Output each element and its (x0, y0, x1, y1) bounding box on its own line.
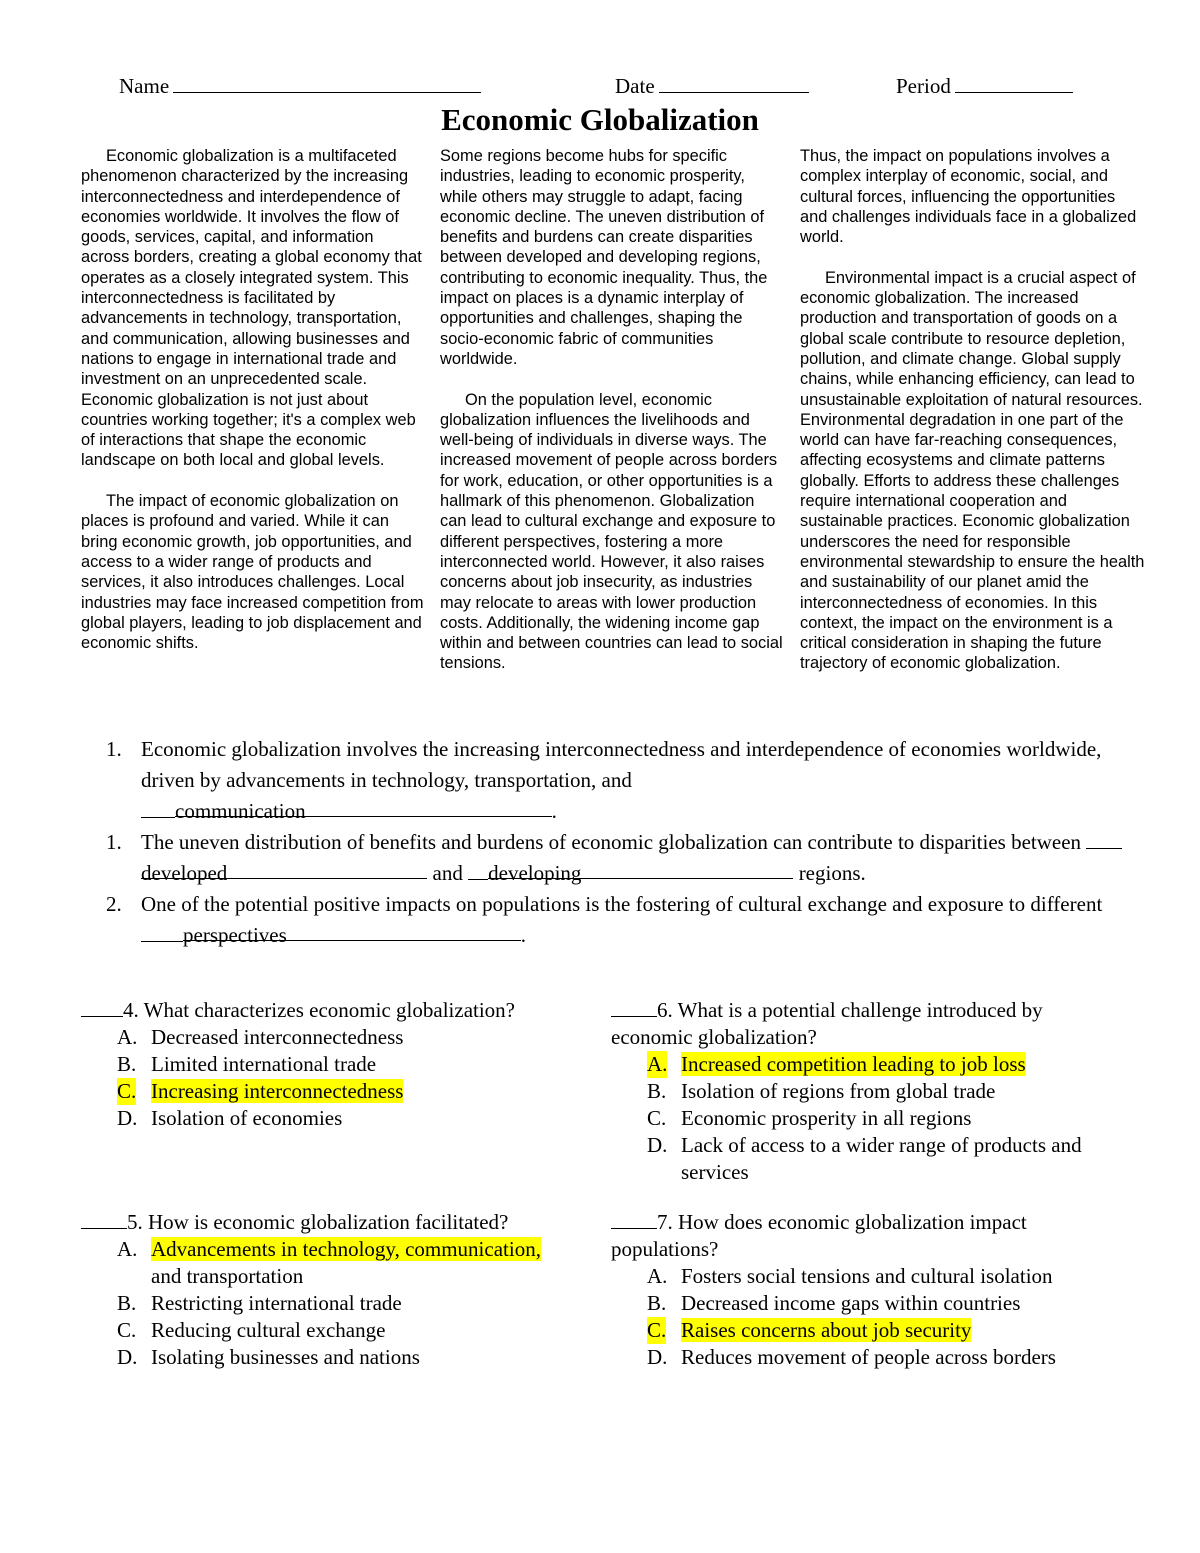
option-text: Increased competition leading to job loss (681, 1052, 1026, 1076)
page-title: Economic Globalization (441, 102, 759, 137)
option-letter: B. (647, 1079, 667, 1103)
answer-blank-lead[interactable] (1086, 828, 1122, 849)
reading-paragraph: On the population level, economic globalization influences the livelihoods and well-being of individuals in diverse ways. The increased movement of people across borders for work, education, or other opportunities is a hallmark of this phenomenon. Globalization can lead to cultural exchange and exposure to different perspectives, fostering a more interconnected world. However, it also raises concerns about job insecurity, as industries may relocate to areas with lower production costs. Additionally, the widening income gap within and between countries can lead to social tensions. (440, 390, 783, 673)
option-text: Increasing interconnectedness (151, 1079, 404, 1103)
option-d[interactable] (647, 1132, 1101, 1186)
option-letter: C. (647, 1318, 667, 1342)
worksheet-header (0, 72, 1200, 100)
item-number: 1. (106, 737, 122, 761)
option-text: Reduces movement of people across borders (681, 1345, 1056, 1369)
reading-column-2 (440, 146, 785, 694)
answer-blank-lead[interactable] (141, 797, 175, 818)
mc-question-4 (81, 996, 591, 1132)
option-d[interactable] (117, 1105, 591, 1132)
fill-in-section (106, 734, 1126, 951)
option-letter: C. (647, 1106, 667, 1130)
option-b[interactable] (647, 1290, 1131, 1317)
question-text-cont: economic globalization? (611, 1025, 817, 1049)
option-b[interactable] (117, 1290, 601, 1317)
reading-paragraph: Environmental impact is a crucial aspect of economic globalization. The increased production and transportation of goods on a global scale contribute to resource depletion, pollution, and climate change. Global supply chains, while enhancing efficiency, can lead to unsustainable exploitation of natural resources. Environmental degradation in one part of the world can have far-reaching consequences, affecting ecosystems and climate patterns globally. Efforts to address these challenges require international cooperation and sustainable practices. Economic globalization underscores the need for responsible environmental stewardship to ensure the health and sustainability of our planet amid the interconnectedness of economies. In this context, the impact on the environment is a critical consideration in shaping the future trajectory of economic globalization. (800, 268, 1145, 673)
answer-blank-lead[interactable] (141, 921, 183, 942)
option-d[interactable] (647, 1344, 1131, 1371)
question-text: One of the potential positive impacts on populations is the fostering of cultural exchange and exposure to different (141, 892, 1103, 916)
option-letter: B. (117, 1052, 137, 1076)
option-letter: A. (647, 1052, 668, 1076)
reading-column-3 (800, 146, 1145, 694)
option-c-highlighted[interactable] (647, 1317, 1131, 1344)
option-letter: C. (117, 1318, 137, 1342)
answer-blank[interactable] (141, 858, 427, 885)
option-b[interactable] (647, 1078, 1131, 1105)
date-label: Date (615, 74, 655, 98)
option-text: Isolating businesses and nations (151, 1345, 420, 1369)
answer-blank[interactable] (81, 996, 123, 1017)
answer-text: perspectives (183, 923, 287, 947)
option-a[interactable] (117, 1024, 591, 1051)
option-letter: B. (647, 1291, 667, 1315)
option-letter: D. (647, 1345, 668, 1369)
question-text: 7. How does economic globalization impact (657, 1210, 1027, 1234)
option-text: Restricting international trade (151, 1291, 402, 1315)
answer-blank[interactable] (175, 796, 552, 823)
question-text: Economic globalization involves the increasing interconnectedness and interdependence of economies worldwide, driven by advancements in technology, transportation, and (141, 737, 1102, 792)
reading-paragraph: Some regions become hubs for specific industries, leading to economic prosperity, while others may struggle to adapt, facing economic decline. The uneven distribution of benefits and burdens can create disparities between developed and developing regions, contributing to economic inequality. Thus, the impact on places is a dynamic interplay of opportunities and challenges, shaping the socio-economic fabric of communities worldwide. (440, 147, 768, 368)
fill-in-item-3 (106, 889, 1126, 951)
option-text: Lack of access to a wider range of products and services (681, 1133, 1082, 1184)
answer-blank[interactable] (611, 1208, 657, 1229)
fill-in-item-1 (106, 734, 1126, 827)
question-text: 5. How is economic globalization facilitated? (127, 1210, 509, 1234)
sentence-end: . (520, 923, 527, 947)
question-text: The uneven distribution of benefits and burdens of economic globalization can contribute to disparities between (141, 830, 1082, 854)
option-letter: A. (647, 1264, 668, 1288)
option-c[interactable] (117, 1317, 601, 1344)
option-a-highlighted[interactable] (647, 1051, 1131, 1078)
option-text: Isolation of regions from global trade (681, 1079, 996, 1103)
period-label: Period (896, 74, 951, 98)
question-text-cont: populations? (611, 1237, 719, 1261)
option-c[interactable] (647, 1105, 1131, 1132)
answer-blank-lead[interactable] (468, 859, 488, 880)
option-text: Limited international trade (151, 1052, 377, 1076)
name-label: Name (119, 74, 170, 98)
option-d[interactable] (117, 1344, 601, 1371)
option-text: Decreased income gaps within countries (681, 1291, 1021, 1315)
option-text: Decreased interconnectedness (151, 1025, 404, 1049)
period-blank[interactable] (955, 72, 1073, 93)
option-text: Fosters social tensions and cultural isolation (681, 1264, 1053, 1288)
question-text: 4. What characterizes economic globalization? (123, 998, 516, 1022)
mc-question-5 (81, 1208, 601, 1371)
option-letter: D. (117, 1106, 138, 1130)
option-letter: D. (117, 1345, 138, 1369)
option-letter: A. (117, 1025, 138, 1049)
option-b[interactable] (117, 1051, 591, 1078)
sentence-end: . (551, 799, 557, 823)
option-c-highlighted[interactable] (117, 1078, 591, 1105)
option-a-highlighted[interactable] (117, 1236, 601, 1290)
answer-blank[interactable] (183, 920, 521, 947)
period-field[interactable] (896, 72, 1073, 99)
mc-question-7 (611, 1208, 1131, 1371)
reading-column-1 (81, 146, 426, 674)
conjunction: and (432, 861, 463, 885)
reading-paragraph: The impact of economic globalization on places is profound and varied. While it can bring economic growth, job opportunities, and access to a wider range of products and services, it also introduces challenges. Local industries may face increased competition from global players, leading to job displacement and economic shifts. (81, 492, 424, 653)
reading-paragraph: Thus, the impact on populations involves a complex interplay of economic, social, and cultural forces, influencing the opportunities and challenges individuals face in a globalized world. (800, 147, 1137, 247)
item-number: 2. (106, 892, 122, 916)
option-a[interactable] (647, 1263, 1131, 1290)
option-letter: D. (647, 1133, 668, 1157)
answer-blank[interactable] (488, 858, 793, 885)
answer-text: communication (175, 799, 306, 823)
date-field[interactable] (615, 72, 809, 99)
option-text: Isolation of economies (151, 1106, 343, 1130)
answer-text: developed (141, 861, 228, 885)
date-blank[interactable] (659, 72, 809, 93)
option-letter: A. (117, 1237, 138, 1261)
reading-paragraph: Economic globalization is a multifaceted phenomenon characterized by the increasing interconnectedness and interdependence of economies worldwide. It involves the flow of goods, services, capital, and information across borders, creating a global economy that operates as a closely integrated system. This interconnectedness is facilitated by advancements in technology, transportation, and communication, allowing businesses and nations to engage in international trade and investment on an unprecedented scale. Economic globalization is not just about countries working together; it's a complex web of interactions that shape the economic landscape on both local and global levels. (81, 147, 422, 470)
option-letter: C. (117, 1079, 137, 1103)
answer-blank[interactable] (611, 996, 657, 1017)
question-text: 6. What is a potential challenge introduced by (657, 998, 1043, 1022)
option-text: Raises concerns about job security (681, 1318, 972, 1342)
option-text: and transportation (151, 1264, 304, 1288)
name-blank[interactable] (173, 72, 481, 93)
sentence-end: regions. (798, 861, 866, 885)
answer-blank[interactable] (81, 1208, 127, 1229)
option-text-highlighted: Advancements in technology, communication, (151, 1237, 541, 1261)
option-letter: B. (117, 1291, 137, 1315)
name-field[interactable] (119, 72, 481, 99)
item-number: 1. (106, 830, 122, 854)
mc-question-6 (611, 996, 1131, 1186)
option-text: Economic prosperity in all regions (681, 1106, 972, 1130)
fill-in-item-2 (106, 827, 1126, 889)
answer-text: developing (488, 861, 582, 885)
option-text: Reducing cultural exchange (151, 1318, 386, 1342)
